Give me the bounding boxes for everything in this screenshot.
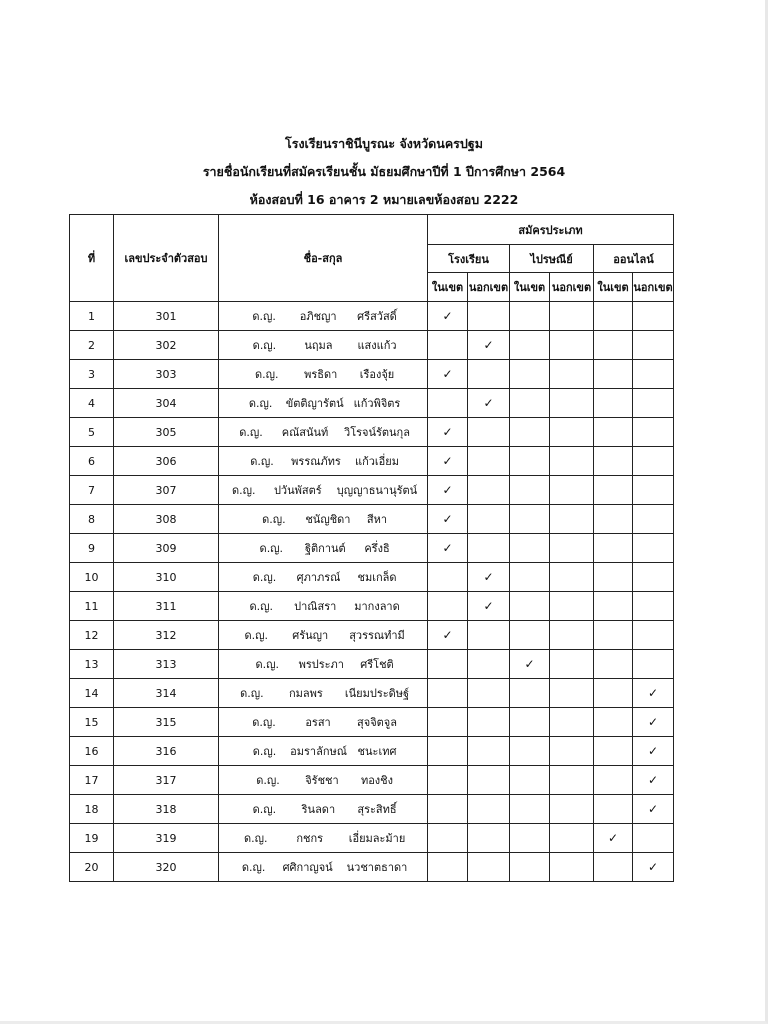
- check-mark-icon: ✓: [524, 657, 535, 671]
- student-name: [219, 708, 428, 737]
- student-name: [219, 563, 428, 592]
- apply-type-cell: [550, 592, 594, 621]
- student-name: [219, 418, 428, 447]
- apply-type-cell: [468, 708, 510, 737]
- check-mark-icon: ✓: [647, 773, 659, 787]
- last-name: สุระสิทธิ์: [357, 803, 397, 816]
- first-name: รินลดา: [301, 803, 336, 816]
- apply-type-cell: [594, 360, 633, 389]
- table-row: [70, 476, 674, 505]
- apply-type-cell: [594, 302, 633, 331]
- apply-type-cell: [550, 824, 594, 853]
- check-mark-icon: ✓: [607, 831, 619, 845]
- apply-type-cell: [633, 708, 674, 737]
- apply-type-cell: [428, 766, 468, 795]
- apply-type-cell: [633, 650, 674, 679]
- row-number: 19: [70, 824, 114, 853]
- apply-type-cell: [550, 766, 594, 795]
- apply-type-cell: [633, 505, 674, 534]
- table-row: [70, 418, 674, 447]
- first-name: ปาณิสรา: [294, 600, 337, 613]
- first-name: พรรณภัทร: [291, 455, 341, 468]
- first-name: ศรันญา: [292, 629, 329, 642]
- student-name: [219, 302, 428, 331]
- apply-type-cell: [550, 418, 594, 447]
- apply-type-cell: [633, 737, 674, 766]
- table-row: [70, 505, 674, 534]
- apply-type-cell: [594, 621, 633, 650]
- last-name: แก้วพิจิตร: [353, 397, 401, 410]
- apply-type-cell: [428, 447, 468, 476]
- table-row: [70, 389, 674, 418]
- apply-type-cell: [633, 302, 674, 331]
- student-name: [219, 389, 428, 418]
- exam-id: 319: [114, 824, 219, 853]
- roster-body: [70, 302, 674, 882]
- col-header-school-out-area: นอกเขต: [468, 273, 510, 302]
- apply-type-cell: [468, 766, 510, 795]
- document-subtitle: รายชื่อนักเรียนที่สมัครเรียนชั้น มัธยมศึกษาปีที่ 1 ปีการศึกษา 2564: [202, 164, 566, 179]
- student-name: [219, 476, 428, 505]
- col-header-post: ไปรษณีย์: [510, 245, 594, 273]
- table-row: [70, 331, 674, 360]
- exam-id: 307: [114, 476, 219, 505]
- student-roster-table: [69, 214, 674, 882]
- student-name: [219, 331, 428, 360]
- table-row: [70, 708, 674, 737]
- name-prefix: ด.ญ.: [240, 687, 264, 700]
- first-name: ศศิกาญจน์: [282, 861, 333, 874]
- apply-type-cell: [633, 592, 674, 621]
- last-name: ทองชิง: [360, 774, 394, 787]
- check-mark-icon: ✓: [442, 541, 453, 555]
- table-row: [70, 824, 674, 853]
- apply-type-cell: [594, 650, 633, 679]
- apply-type-cell: [468, 331, 510, 360]
- exam-id: 303: [114, 360, 219, 389]
- apply-type-cell: [468, 447, 510, 476]
- first-name: จิรัชชา: [305, 774, 339, 787]
- apply-type-cell: [633, 331, 674, 360]
- apply-type-cell: [594, 389, 633, 418]
- col-header-exam-id: เลขประจำตัวสอบ: [114, 215, 219, 302]
- last-name: แก้วเอี่ยม: [355, 455, 399, 468]
- table-row: [70, 679, 674, 708]
- name-prefix: ด.ญ.: [262, 513, 286, 526]
- name-prefix: ด.ญ.: [244, 629, 268, 642]
- first-name: นฤมล: [304, 339, 333, 352]
- col-header-no: ที่: [70, 215, 114, 302]
- last-name: นวชาตธาดา: [346, 861, 408, 874]
- apply-type-cell: [633, 360, 674, 389]
- name-prefix: ด.ญ.: [256, 774, 280, 787]
- apply-type-cell: [428, 650, 468, 679]
- student-name: [219, 360, 428, 389]
- apply-type-cell: [633, 476, 674, 505]
- last-name: เรืองจุ้ย: [359, 368, 395, 381]
- apply-type-cell: [510, 476, 550, 505]
- exam-id: 310: [114, 563, 219, 592]
- apply-type-cell: [633, 534, 674, 563]
- apply-type-cell: [550, 505, 594, 534]
- first-name: พรประภา: [298, 658, 344, 671]
- check-mark-icon: ✓: [483, 599, 494, 613]
- last-name: วิโรจน์รัตนกุล: [344, 426, 410, 439]
- table-row: [70, 563, 674, 592]
- apply-type-cell: [428, 621, 468, 650]
- last-name: ศรีโชติ: [360, 658, 394, 671]
- row-number: 12: [70, 621, 114, 650]
- check-mark-icon: ✓: [647, 860, 659, 874]
- col-header-post-in-area: ในเขต: [510, 273, 550, 302]
- first-name: กมลพร: [288, 687, 323, 700]
- apply-type-cell: [468, 853, 510, 882]
- first-name: อภิชญา: [299, 310, 337, 323]
- apply-type-cell: [594, 795, 633, 824]
- row-number: 5: [70, 418, 114, 447]
- table-row: [70, 737, 674, 766]
- exam-id: 312: [114, 621, 219, 650]
- table-row: [70, 766, 674, 795]
- apply-type-cell: [510, 331, 550, 360]
- apply-type-cell: [633, 621, 674, 650]
- row-number: 1: [70, 302, 114, 331]
- name-prefix: ด.ญ.: [250, 455, 274, 468]
- check-mark-icon: ✓: [647, 686, 659, 700]
- apply-type-cell: [594, 331, 633, 360]
- apply-type-cell: [550, 389, 594, 418]
- apply-type-cell: [550, 476, 594, 505]
- table-row: [70, 534, 674, 563]
- apply-type-cell: [468, 795, 510, 824]
- table-row: [70, 302, 674, 331]
- apply-type-cell: [468, 824, 510, 853]
- row-number: 6: [70, 447, 114, 476]
- apply-type-cell: [428, 505, 468, 534]
- student-name: [219, 679, 428, 708]
- apply-type-cell: [594, 534, 633, 563]
- apply-type-cell: [550, 737, 594, 766]
- apply-type-cell: [468, 389, 510, 418]
- exam-id: 313: [114, 650, 219, 679]
- student-name: [219, 534, 428, 563]
- name-prefix: ด.ญ.: [243, 832, 268, 845]
- table-row: [70, 360, 674, 389]
- last-name: ชนะเทศ: [357, 745, 397, 758]
- apply-type-cell: [550, 621, 594, 650]
- exam-room-info: ห้องสอบที่ 16 อาคาร 2 หมายเลขห้องสอบ 2222: [249, 192, 519, 207]
- apply-type-cell: [510, 679, 550, 708]
- name-prefix: ด.ญ.: [241, 861, 266, 874]
- name-prefix: ด.ญ.: [254, 368, 279, 381]
- first-name: คณัสนันท์: [281, 426, 329, 439]
- check-mark-icon: ✓: [442, 425, 453, 439]
- apply-type-cell: [510, 534, 550, 563]
- last-name: มากงลาด: [354, 600, 400, 613]
- apply-type-cell: [428, 853, 468, 882]
- apply-type-cell: [468, 621, 510, 650]
- table-row: [70, 592, 674, 621]
- apply-type-cell: [510, 563, 550, 592]
- apply-type-cell: [550, 563, 594, 592]
- apply-type-cell: [550, 708, 594, 737]
- student-name: [219, 621, 428, 650]
- apply-type-cell: [510, 795, 550, 824]
- first-name: ชนัญชิดา: [305, 513, 351, 526]
- row-number: 8: [70, 505, 114, 534]
- name-prefix: ด.ญ.: [248, 397, 273, 410]
- apply-type-cell: [633, 795, 674, 824]
- apply-type-cell: [594, 505, 633, 534]
- check-mark-icon: ✓: [442, 454, 453, 468]
- col-header-name: ชื่อ-สกุล: [219, 215, 428, 302]
- check-mark-icon: ✓: [442, 628, 453, 642]
- check-mark-icon: ✓: [442, 512, 453, 526]
- col-header-school: โรงเรียน: [428, 245, 510, 273]
- school-title: โรงเรียนราชินีบูรณะ จังหวัดนครปฐม: [285, 136, 483, 151]
- name-prefix: ด.ญ.: [252, 716, 276, 729]
- apply-type-cell: [468, 505, 510, 534]
- apply-type-cell: [633, 563, 674, 592]
- exam-id: 316: [114, 737, 219, 766]
- check-mark-icon: ✓: [483, 338, 494, 352]
- first-name: อมราลักษณ์: [290, 745, 347, 758]
- apply-type-cell: [468, 534, 510, 563]
- name-prefix: ด.ญ.: [252, 310, 276, 323]
- row-number: 11: [70, 592, 114, 621]
- apply-type-cell: [428, 389, 468, 418]
- last-name: สุวรรณทำมี: [349, 629, 405, 642]
- check-mark-icon: ✓: [483, 396, 494, 410]
- apply-type-cell: [550, 679, 594, 708]
- apply-type-cell: [510, 824, 550, 853]
- apply-type-cell: [468, 679, 510, 708]
- name-prefix: ด.ญ.: [232, 484, 256, 497]
- row-number: 13: [70, 650, 114, 679]
- apply-type-cell: [633, 389, 674, 418]
- col-header-online-in-area: ในเขต: [594, 273, 633, 302]
- row-number: 9: [70, 534, 114, 563]
- student-name: [219, 592, 428, 621]
- last-name: เอี่ยมละม้าย: [348, 832, 406, 845]
- table-row: [70, 795, 674, 824]
- row-number: 3: [70, 360, 114, 389]
- apply-type-cell: [594, 708, 633, 737]
- apply-type-cell: [550, 360, 594, 389]
- apply-type-cell: [428, 534, 468, 563]
- first-name: กชกร: [296, 832, 324, 845]
- apply-type-cell: [468, 592, 510, 621]
- exam-id: 317: [114, 766, 219, 795]
- last-name: แสงแก้ว: [357, 339, 397, 352]
- last-name: บุญญาธนานุรัตน์: [336, 484, 418, 497]
- apply-type-cell: [510, 360, 550, 389]
- exam-id: 302: [114, 331, 219, 360]
- last-name: สีหา: [366, 513, 388, 526]
- apply-type-cell: [594, 447, 633, 476]
- check-mark-icon: ✓: [442, 367, 453, 381]
- apply-type-cell: [550, 650, 594, 679]
- apply-type-cell: [468, 418, 510, 447]
- apply-type-cell: [468, 302, 510, 331]
- row-number: 18: [70, 795, 114, 824]
- first-name: อรสา: [305, 716, 331, 729]
- exam-id: 304: [114, 389, 219, 418]
- apply-type-cell: [510, 418, 550, 447]
- col-header-post-out-area: นอกเขต: [550, 273, 594, 302]
- col-header-online-out-area: นอกเขต: [633, 273, 674, 302]
- apply-type-cell: [468, 737, 510, 766]
- row-number: 17: [70, 766, 114, 795]
- table-row: [70, 853, 674, 882]
- student-name: [219, 737, 428, 766]
- apply-type-cell: [428, 331, 468, 360]
- check-mark-icon: ✓: [483, 570, 494, 584]
- student-name: [219, 824, 428, 853]
- first-name: ฐิติกานต์: [304, 542, 346, 555]
- last-name: สุจจิตจูล: [357, 716, 397, 729]
- first-name: ศุภาภรณ์: [296, 571, 341, 584]
- check-mark-icon: ✓: [442, 483, 453, 497]
- name-prefix: ด.ญ.: [259, 542, 284, 555]
- apply-type-cell: [633, 766, 674, 795]
- col-header-apply-type: สมัครประเภท: [428, 215, 674, 245]
- name-prefix: ด.ญ.: [252, 745, 277, 758]
- exam-id: 309: [114, 534, 219, 563]
- apply-type-cell: [594, 679, 633, 708]
- col-header-online: ออนไลน์: [594, 245, 674, 273]
- check-mark-icon: ✓: [442, 309, 453, 323]
- name-prefix: ด.ญ.: [252, 571, 277, 584]
- row-number: 4: [70, 389, 114, 418]
- last-name: เนียมประดิษฐ์: [344, 687, 410, 700]
- student-name: [219, 447, 428, 476]
- exam-id: 320: [114, 853, 219, 882]
- table-row: [70, 650, 674, 679]
- name-prefix: ด.ญ.: [239, 426, 263, 439]
- exam-id: 306: [114, 447, 219, 476]
- row-number: 10: [70, 563, 114, 592]
- apply-type-cell: [594, 592, 633, 621]
- apply-type-cell: [428, 418, 468, 447]
- last-name: ศรีสวัสดิ์: [357, 310, 397, 323]
- apply-type-cell: [550, 331, 594, 360]
- apply-type-cell: [633, 447, 674, 476]
- apply-type-cell: [510, 766, 550, 795]
- first-name: พรธิดา: [304, 368, 338, 381]
- apply-type-cell: [633, 853, 674, 882]
- apply-type-cell: [428, 737, 468, 766]
- apply-type-cell: [510, 853, 550, 882]
- student-name: [219, 766, 428, 795]
- apply-type-cell: [550, 447, 594, 476]
- student-name: [219, 795, 428, 824]
- student-name: [219, 650, 428, 679]
- check-mark-icon: ✓: [647, 715, 659, 729]
- row-number: 7: [70, 476, 114, 505]
- exam-id: 314: [114, 679, 219, 708]
- apply-type-cell: [468, 563, 510, 592]
- exam-id: 318: [114, 795, 219, 824]
- first-name: ขัตติญารัตน์: [285, 397, 344, 410]
- apply-type-cell: [594, 563, 633, 592]
- row-number: 20: [70, 853, 114, 882]
- apply-type-cell: [428, 708, 468, 737]
- exam-id: 311: [114, 592, 219, 621]
- apply-type-cell: [594, 418, 633, 447]
- name-prefix: ด.ญ.: [252, 339, 277, 352]
- row-number: 15: [70, 708, 114, 737]
- table-row: [70, 447, 674, 476]
- row-number: 2: [70, 331, 114, 360]
- row-number: 14: [70, 679, 114, 708]
- apply-type-cell: [428, 302, 468, 331]
- table-row: [70, 621, 674, 650]
- student-name: [219, 853, 428, 882]
- apply-type-cell: [468, 650, 510, 679]
- apply-type-cell: [550, 302, 594, 331]
- apply-type-cell: [633, 418, 674, 447]
- apply-type-cell: [468, 360, 510, 389]
- apply-type-cell: [550, 534, 594, 563]
- col-header-school-in-area: ในเขต: [428, 273, 468, 302]
- apply-type-cell: [594, 766, 633, 795]
- apply-type-cell: [550, 853, 594, 882]
- check-mark-icon: ✓: [647, 744, 659, 758]
- apply-type-cell: [633, 824, 674, 853]
- apply-type-cell: [510, 505, 550, 534]
- name-prefix: ด.ญ.: [252, 803, 277, 816]
- apply-type-cell: [594, 737, 633, 766]
- exam-id: 305: [114, 418, 219, 447]
- apply-type-cell: [428, 476, 468, 505]
- apply-type-cell: [594, 824, 633, 853]
- apply-type-cell: [550, 795, 594, 824]
- apply-type-cell: [428, 679, 468, 708]
- student-name: [219, 505, 428, 534]
- exam-id: 308: [114, 505, 219, 534]
- apply-type-cell: [510, 737, 550, 766]
- apply-type-cell: [510, 302, 550, 331]
- apply-type-cell: [510, 708, 550, 737]
- check-mark-icon: ✓: [647, 802, 659, 816]
- apply-type-cell: [510, 650, 550, 679]
- apply-type-cell: [510, 447, 550, 476]
- row-number: 16: [70, 737, 114, 766]
- apply-type-cell: [428, 563, 468, 592]
- apply-type-cell: [428, 360, 468, 389]
- apply-type-cell: [468, 476, 510, 505]
- name-prefix: ด.ญ.: [255, 658, 280, 671]
- apply-type-cell: [428, 824, 468, 853]
- apply-type-cell: [510, 389, 550, 418]
- exam-id: 315: [114, 708, 219, 737]
- exam-id: 301: [114, 302, 219, 331]
- apply-type-cell: [594, 853, 633, 882]
- apply-type-cell: [594, 476, 633, 505]
- apply-type-cell: [633, 679, 674, 708]
- name-prefix: ด.ญ.: [249, 600, 273, 613]
- apply-type-cell: [510, 621, 550, 650]
- apply-type-cell: [510, 592, 550, 621]
- last-name: ครึ่งธิ: [364, 542, 390, 555]
- first-name: ปวันพัสตร์: [273, 484, 322, 497]
- apply-type-cell: [428, 795, 468, 824]
- apply-type-cell: [428, 592, 468, 621]
- last-name: ชมเกล็ด: [357, 571, 397, 584]
